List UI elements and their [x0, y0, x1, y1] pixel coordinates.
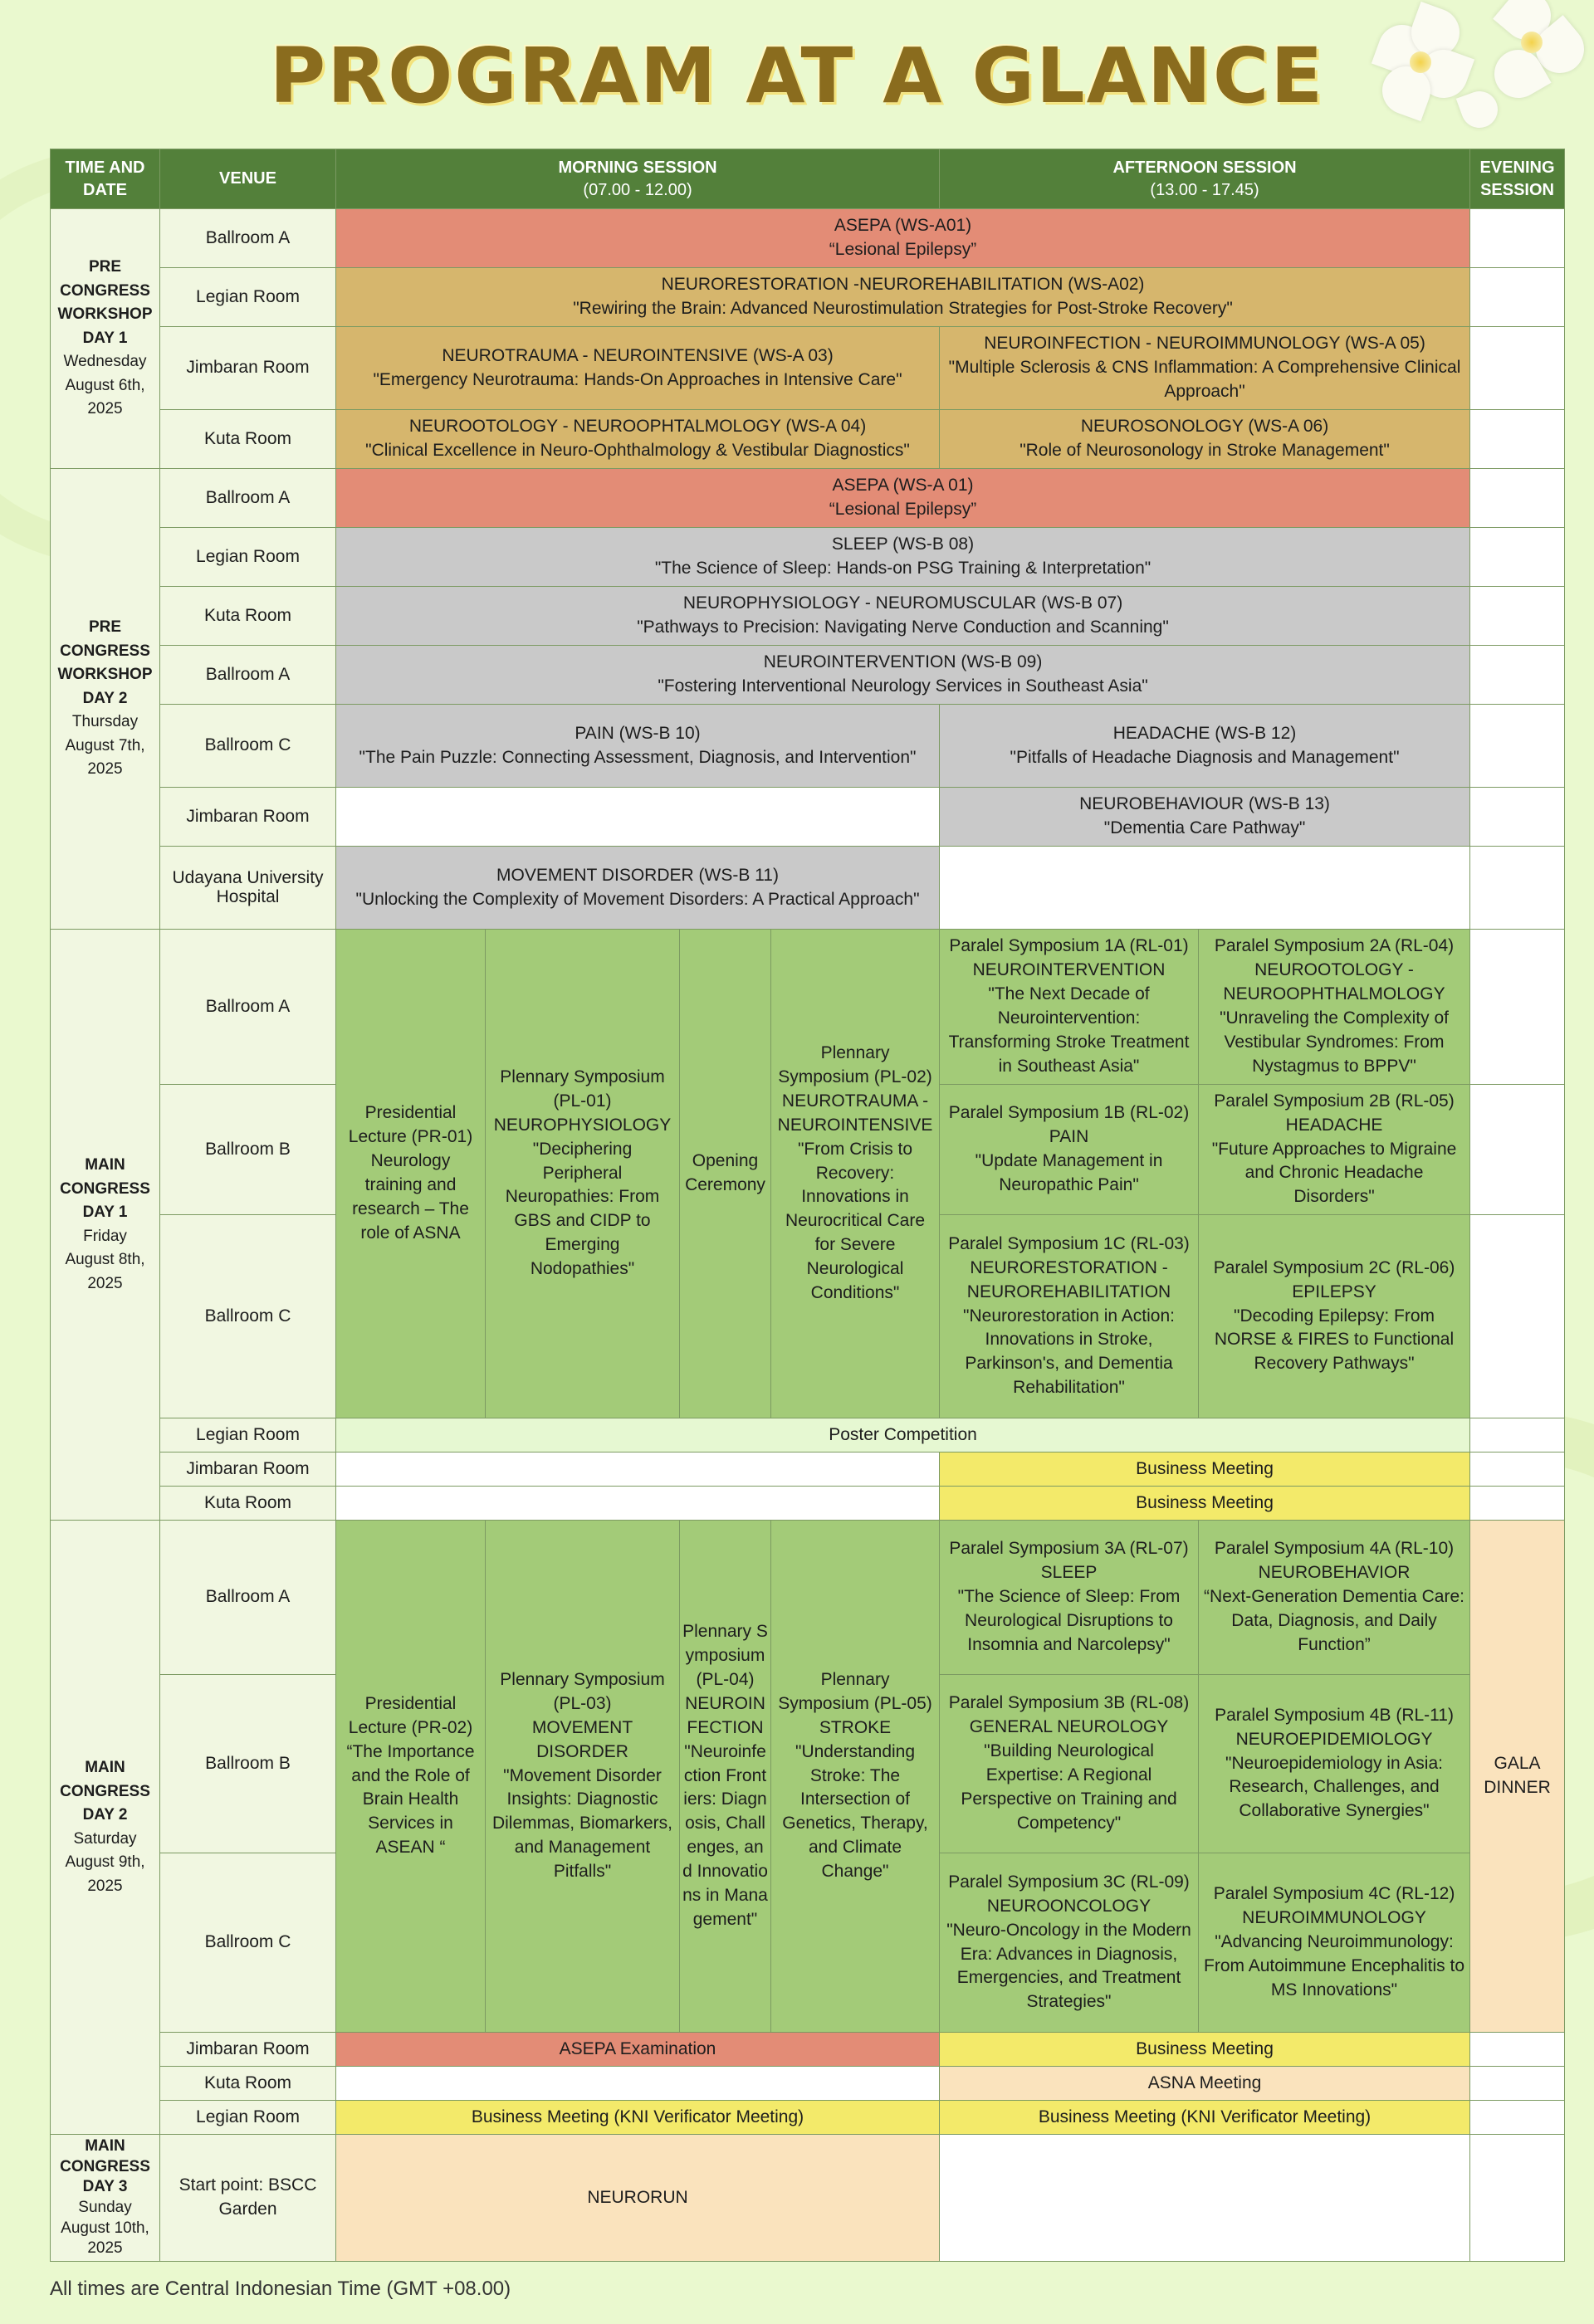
- session-cell: Poster Competition: [336, 1418, 1470, 1452]
- venue-cell: Udayana University Hospital: [160, 847, 336, 930]
- session-cell: Business Meeting (KNI Verificator Meeting): [940, 2101, 1470, 2135]
- evening-cell: [1470, 209, 1565, 268]
- session-cell: Plennary Symposium (PL-04) NEUROINFECTION "Neuroinfection Frontiers: Diagnosis, Challenges, and Innovations in Management": [680, 1521, 771, 2033]
- venue-cell: Kuta Room: [160, 1487, 336, 1521]
- day-date: August 8th, 2025: [65, 1251, 145, 1292]
- empty-cell: [336, 1487, 940, 1521]
- table-row: [51, 646, 1565, 705]
- header-evening: EVENING SESSION: [1470, 149, 1565, 209]
- evening-cell: [1470, 930, 1565, 1085]
- empty-cell: [336, 1452, 940, 1487]
- session-cell: NEUROPHYSIOLOGY - NEUROMUSCULAR (WS-B 07) "Pathways to Precision: Navigating Nerve Conduction and Scanning": [336, 587, 1470, 646]
- venue-cell: Legian Room: [160, 528, 336, 587]
- evening-cell: [1470, 2135, 1565, 2262]
- session-cell: ASEPA (WS-A01) “Lesional Epilepsy”: [336, 209, 1470, 268]
- day-cell: [51, 2135, 160, 2262]
- day-weekday: Wednesday: [63, 353, 147, 371]
- day-label: PRE CONGRESS WORKSHOP DAY 2: [57, 618, 153, 707]
- evening-cell: [1470, 469, 1565, 528]
- table-row: [51, 788, 1565, 847]
- session-cell: Paralel Symposium 4B (RL-11) NEUROEPIDEMIOLOGY "Neuroepidemiology in Asia: Research, Challenges, and Collaborative Synergies": [1199, 1675, 1470, 1853]
- venue-cell: Legian Room: [160, 2101, 336, 2135]
- evening-cell: [1470, 847, 1565, 930]
- session-cell: Business Meeting: [940, 1452, 1470, 1487]
- empty-cell: [940, 2135, 1470, 2262]
- day-date: August 10th, 2025: [61, 2219, 149, 2258]
- day-date: August 6th, 2025: [65, 376, 145, 418]
- session-cell: NEUROSONOLOGY (WS-A 06) "Role of Neurosonology in Stroke Management": [940, 410, 1470, 469]
- table-row: [51, 528, 1565, 587]
- session-cell: Plennary Symposium (PL-01) NEUROPHYSIOLOGY "Deciphering Peripheral Neuropathies: From GBS and CIDP to Emerging Nodopathies": [486, 930, 680, 1418]
- session-cell: NEURORESTORATION -NEUROREHABILITATION (WS-A02) "Rewiring the Brain: Advanced Neurostimulation Strategies for Post-Stroke Recovery": [336, 268, 1470, 327]
- evening-cell: [1470, 587, 1565, 646]
- venue-cell: Ballroom B: [160, 1085, 336, 1215]
- venue-cell: Jimbaran Room: [160, 788, 336, 847]
- session-cell: NEUROBEHAVIOUR (WS-B 13) "Dementia Care Pathway": [940, 788, 1470, 847]
- evening-cell: [1470, 2067, 1565, 2101]
- evening-cell: [1470, 705, 1565, 788]
- header-time: TIME AND DATE: [51, 149, 160, 209]
- empty-cell: [336, 788, 940, 847]
- session-cell: Business Meeting: [940, 1487, 1470, 1521]
- venue-cell: Kuta Room: [160, 2067, 336, 2101]
- venue-cell: Start point: BSCC Garden: [160, 2135, 336, 2262]
- day-label: PRE CONGRESS WORKSHOP DAY 1: [57, 258, 153, 347]
- venue-cell: Legian Room: [160, 1418, 336, 1452]
- evening-cell: [1470, 788, 1565, 847]
- header-morning-label: MORNING SESSION: [558, 158, 717, 177]
- table-row: [51, 1521, 1565, 1675]
- session-cell: Presidential Lecture (PR-01) Neurology training and research – The role of ASNA: [336, 930, 486, 1418]
- evening-cell: [1470, 327, 1565, 410]
- header-morning: [336, 149, 940, 209]
- session-cell: ASEPA Examination: [336, 2033, 940, 2067]
- session-cell: NEUROINTERVENTION (WS-B 09) "Fostering Interventional Neurology Services in Southeast Asia": [336, 646, 1470, 705]
- evening-cell: [1470, 1215, 1565, 1418]
- venue-cell: Kuta Room: [160, 410, 336, 469]
- evening-cell: [1470, 410, 1565, 469]
- table-row: [51, 1487, 1565, 1521]
- session-cell: Paralel Symposium 4A (RL-10) NEUROBEHAVIOR “Next-Generation Dementia Care: Data, Diagnosis, and Daily Function”: [1199, 1521, 1470, 1675]
- evening-cell: [1470, 268, 1565, 327]
- table-row: [51, 847, 1565, 930]
- session-cell: NEURORUN: [336, 2135, 940, 2262]
- session-cell: Paralel Symposium 2C (RL-06) EPILEPSY "Decoding Epilepsy: From NORSE & FIRES to Functional Recovery Pathways": [1199, 1215, 1470, 1418]
- evening-cell: [1470, 1085, 1565, 1215]
- venue-cell: Ballroom C: [160, 705, 336, 788]
- venue-cell: Ballroom C: [160, 1215, 336, 1418]
- table-row: [51, 1452, 1565, 1487]
- evening-cell: [1470, 1452, 1565, 1487]
- session-cell: ASNA Meeting: [940, 2067, 1470, 2101]
- table-row: [51, 410, 1565, 469]
- table-row: [51, 2067, 1565, 2101]
- venue-cell: Jimbaran Room: [160, 1452, 336, 1487]
- venue-cell: Ballroom A: [160, 646, 336, 705]
- evening-cell: [1470, 528, 1565, 587]
- header-venue: VENUE: [160, 149, 336, 209]
- venue-cell: Jimbaran Room: [160, 2033, 336, 2067]
- header-afternoon-label: AFTERNOON SESSION: [1112, 158, 1297, 177]
- session-cell: Plennary Symposium (PL-02) NEUROTRAUMA - NEUROINTENSIVE "From Crisis to Recovery: Innovations in Neurocritical Care for Severe Neurological Conditions": [771, 930, 940, 1418]
- empty-cell: [940, 847, 1470, 930]
- day-weekday: Thursday: [71, 713, 139, 731]
- session-cell: Paralel Symposium 3B (RL-08) GENERAL NEUROLOGY "Building Neurological Expertise: A Regional Perspective on Training and Competency": [940, 1675, 1199, 1853]
- session-cell: Plennary Symposium (PL-05) STROKE "Understanding Stroke: The Intersection of Genetics, Therapy, and Climate Change": [771, 1521, 940, 2033]
- table-row: [51, 327, 1565, 410]
- day-cell: [51, 930, 160, 1521]
- day-label: MAIN CONGRESS DAY 1: [60, 1156, 150, 1221]
- venue-cell: Ballroom B: [160, 1675, 336, 1853]
- session-cell: Business Meeting (KNI Verificator Meeting): [336, 2101, 940, 2135]
- table-row: [51, 209, 1565, 268]
- day-date: August 9th, 2025: [65, 1853, 145, 1895]
- table-row: [51, 2033, 1565, 2067]
- table-row: [51, 469, 1565, 528]
- evening-cell: [1470, 2101, 1565, 2135]
- table-row: [51, 705, 1565, 788]
- session-cell: Paralel Symposium 3C (RL-09) NEUROONCOLOGY "Neuro-Oncology in the Modern Era: Advances in Diagnosis, Emergencies, and Treatment Strategies": [940, 1853, 1199, 2033]
- table-row: [51, 587, 1565, 646]
- day-label: MAIN CONGRESS DAY 2: [60, 1759, 150, 1824]
- venue-cell: Ballroom A: [160, 930, 336, 1085]
- session-cell: GALA DINNER: [1470, 1521, 1565, 2033]
- session-cell: NEUROTRAUMA - NEUROINTENSIVE (WS-A 03) "Emergency Neurotrauma: Hands-On Approaches in Intensive Care": [336, 327, 940, 410]
- session-cell: Paralel Symposium 2B (RL-05) HEADACHE "Future Approaches to Migraine and Chronic Headache Disorders": [1199, 1085, 1470, 1215]
- session-cell: NEUROINFECTION - NEUROIMMUNOLOGY (WS-A 05) "Multiple Sclerosis & CNS Inflammation: A Comprehensive Clinical Approach": [940, 327, 1470, 410]
- day-cell: [51, 209, 160, 469]
- session-cell: NEUROOTOLOGY - NEUROOPHTALMOLOGY (WS-A 04) "Clinical Excellence in Neuro-Ophthalmology & Vestibular Diagnostics": [336, 410, 940, 469]
- day-cell: [51, 1521, 160, 2135]
- day-weekday: Sunday: [78, 2199, 132, 2217]
- table-row: [51, 930, 1565, 1085]
- page-title: PROGRAM AT A GLANCE: [269, 32, 1325, 120]
- header-afternoon: [940, 149, 1470, 209]
- day-cell: [51, 469, 160, 930]
- program-table: [50, 149, 1565, 2262]
- venue-cell: Legian Room: [160, 268, 336, 327]
- session-cell: MOVEMENT DISORDER (WS-B 11) "Unlocking the Complexity of Movement Disorders: A Practical Approach": [336, 847, 940, 930]
- session-cell: Paralel Symposium 3A (RL-07) SLEEP "The Science of Sleep: From Neurological Disruptions to Insomnia and Narcolepsy": [940, 1521, 1199, 1675]
- session-cell: Paralel Symposium 4C (RL-12) NEUROIMMUNOLOGY "Advancing Neuroimmunology: From Autoimmune Encephalitis to MS Innovations": [1199, 1853, 1470, 2033]
- venue-cell: Kuta Room: [160, 587, 336, 646]
- evening-cell: [1470, 1418, 1565, 1452]
- timezone-note: All times are Central Indonesian Time (GMT +08.00): [50, 2278, 511, 2300]
- venue-cell: Ballroom A: [160, 469, 336, 528]
- table-row: [51, 268, 1565, 327]
- evening-cell: [1470, 2033, 1565, 2067]
- session-cell: ASEPA (WS-A 01) “Lesional Epilepsy”: [336, 469, 1470, 528]
- session-cell: Paralel Symposium 2A (RL-04) NEUROOTOLOGY - NEUROOPHTHALMOLOGY "Unraveling the Complexity of Vestibular Syndromes: From Nystagmus to BPPV": [1199, 930, 1470, 1085]
- table-row: [51, 2101, 1565, 2135]
- session-cell: PAIN (WS-B 10) "The Pain Puzzle: Connecting Assessment, Diagnosis, and Intervention": [336, 705, 940, 788]
- venue-cell: Ballroom A: [160, 209, 336, 268]
- session-cell: SLEEP (WS-B 08) "The Science of Sleep: Hands-on PSG Training & Interpretation": [336, 528, 1470, 587]
- venue-cell: Ballroom A: [160, 1521, 336, 1675]
- session-cell: Paralel Symposium 1A (RL-01) NEUROINTERVENTION "The Next Decade of Neurointervention: Transforming Stroke Treatment in Southeast Asia": [940, 930, 1199, 1085]
- day-weekday: Saturday: [73, 1829, 137, 1848]
- session-cell: Opening Ceremony: [680, 930, 771, 1418]
- header-afternoon-time: (13.00 - 17.45): [1150, 180, 1259, 199]
- evening-cell: [1470, 1487, 1565, 1521]
- session-cell: Business Meeting: [940, 2033, 1470, 2067]
- header-morning-time: (07.00 - 12.00): [583, 180, 692, 199]
- table-header-row: [51, 149, 1565, 209]
- session-cell: Presidential Lecture (PR-02) “The Importance and the Role of Brain Health Services in ASEAN “: [336, 1521, 486, 2033]
- table-row: [51, 1418, 1565, 1452]
- table-row: [51, 2135, 1565, 2262]
- session-cell: Plennary Symposium (PL-03) MOVEMENT DISORDER "Movement Disorder Insights: Diagnostic Dilemmas, Biomarkers, and Management Pitfalls": [486, 1521, 680, 2033]
- session-cell: Paralel Symposium 1C (RL-03) NEURORESTORATION - NEUROREHABILITATION "Neurorestoration in Action: Innovations in Stroke, Parkinson's, and Dementia Rehabilitation": [940, 1215, 1199, 1418]
- day-label: MAIN CONGRESS DAY 3: [60, 2137, 150, 2196]
- session-cell: HEADACHE (WS-B 12) "Pitfalls of Headache Diagnosis and Management": [940, 705, 1470, 788]
- venue-cell: Ballroom C: [160, 1853, 336, 2033]
- venue-cell: Jimbaran Room: [160, 327, 336, 410]
- empty-cell: [336, 2067, 940, 2101]
- evening-cell: [1470, 646, 1565, 705]
- day-date: August 7th, 2025: [65, 736, 145, 779]
- day-weekday: Friday: [83, 1227, 127, 1245]
- session-cell: Paralel Symposium 1B (RL-02) PAIN "Update Management in Neuropathic Pain": [940, 1085, 1199, 1215]
